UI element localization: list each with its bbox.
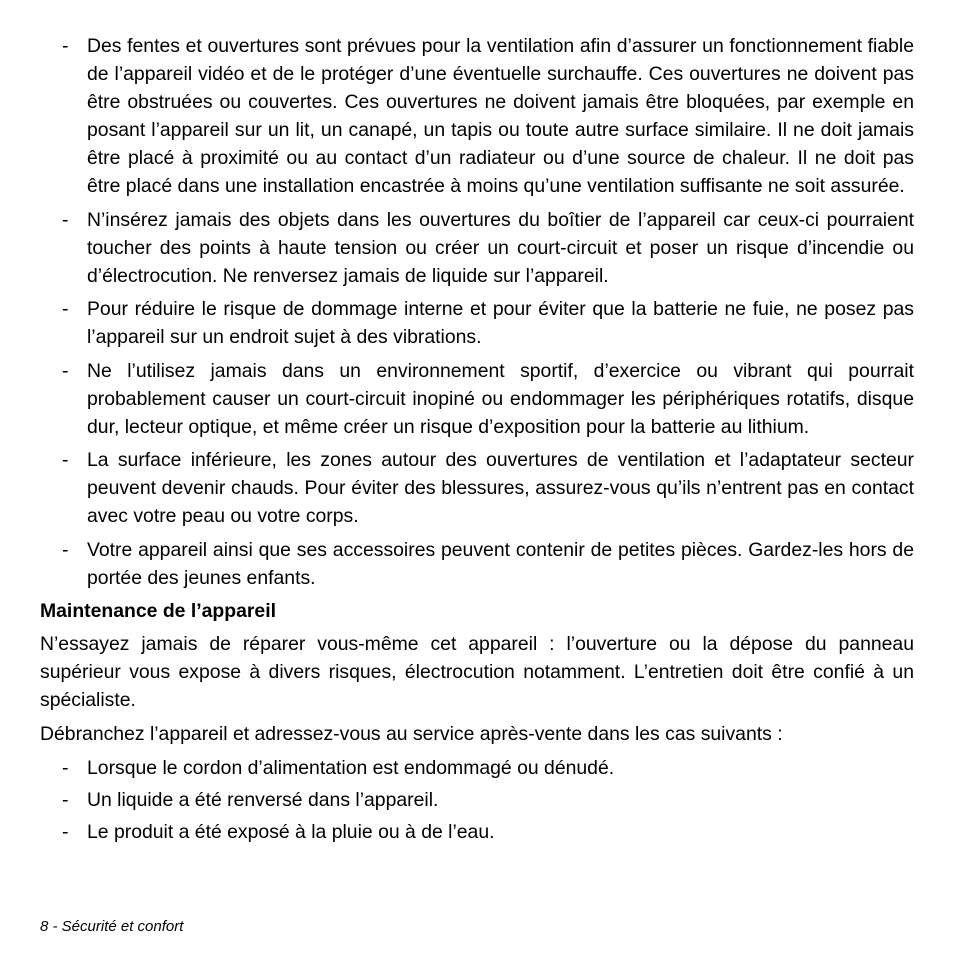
bullet-dash: -: [62, 359, 69, 382]
list-item: [40, 32, 914, 200]
bullet-text: Le produit a été exposé à la pluie ou à de l’eau.: [87, 821, 495, 843]
bullet-text: Pour réduire le risque de dommage interne et pour éviter que la batterie ne fuie, ne posez pas l’appareil sur un endroit sujet à des vibrations.: [87, 298, 914, 348]
bullet-text: Des fentes et ouvertures sont prévues pour la ventilation afin d’assurer un fonctionnement fiable de l’appareil vidéo et de le protéger d’une éventuelle surchauffe. Ces ouvertures ne doivent pas être obstruées ou couvertes. Ces ouvertures ne doivent jamais être bloquées, par exemple en posant l’appareil sur un lit, un canapé, un tapis ou toute autre surface similaire. Il ne doit jamais être placé à proximité ou au contact d’un radiateur ou d’une source de chaleur. Il ne doit pas être placé dans une installation encastrée à moins qu’une ventilation suffisante ne soit assurée.: [87, 35, 914, 197]
bullet-text: Un liquide a été renversé dans l’appareil.: [87, 789, 439, 811]
list-item: [40, 295, 914, 351]
safety-bullet-list: [40, 32, 914, 592]
bullet-dash: -: [62, 449, 69, 471]
bullet-dash: -: [62, 789, 69, 811]
maintenance-paragraph-2: Débranchez l’appareil et adressez-vous au service après-vente dans les cas suivants :: [40, 723, 783, 745]
bullet-dash: -: [62, 757, 69, 779]
list-item: [40, 754, 914, 782]
list-item: [40, 206, 914, 290]
list-item: [40, 357, 914, 441]
list-item: [40, 818, 914, 846]
bullet-dash: -: [62, 538, 69, 561]
list-item: [40, 536, 914, 592]
list-item: [40, 786, 914, 814]
page-content: [40, 32, 914, 850]
maintenance-heading: Maintenance de l’appareil: [40, 600, 276, 622]
bullet-dash: -: [62, 35, 69, 57]
bullet-text: Ne l’utilisez jamais dans un environnement sportif, d’exercice ou vibrant qui pourrait probablement causer un court-circuit inopiné ou endommager les périphériques rotatifs, disque dur, lecteur optique, et même créer un risque d’exposition pour la batterie au lithium.: [87, 359, 914, 438]
maintenance-paragraph-1: N’essayez jamais de réparer vous-même cet appareil : l’ouverture ou la dépose du panneau supérieur vous expose à divers risques, électrocution notamment. L’entretien doit être confié à un spécialiste.: [40, 633, 914, 711]
bullet-text: Lorsque le cordon d’alimentation est endommagé ou dénudé.: [87, 757, 615, 779]
bullet-dash: -: [62, 298, 69, 320]
bullet-dash: -: [62, 208, 69, 231]
page-footer: 8 - Sécurité et confort: [40, 918, 184, 935]
bullet-text: La surface inférieure, les zones autour des ouvertures de ventilation et l’adaptateur secteur peuvent devenir chauds. Pour éviter des blessures, assurez-vous qu’ils n’entrent pas en contact avec votre peau ou votre corps.: [87, 449, 914, 527]
maintenance-bullet-list: [40, 754, 914, 846]
bullet-text: Votre appareil ainsi que ses accessoires peuvent contenir de petites pièces. Gardez-les hors de portée des jeunes enfants.: [87, 538, 914, 589]
bullet-text: N’insérez jamais des objets dans les ouvertures du boîtier de l’appareil car ceux-ci pourraient toucher des points à haute tension ou créer un court-circuit et poser un risque d’incendie ou d’électrocution. Ne renversez jamais de liquide sur l’appareil.: [87, 208, 914, 287]
list-item: [40, 446, 914, 530]
bullet-dash: -: [62, 821, 69, 843]
